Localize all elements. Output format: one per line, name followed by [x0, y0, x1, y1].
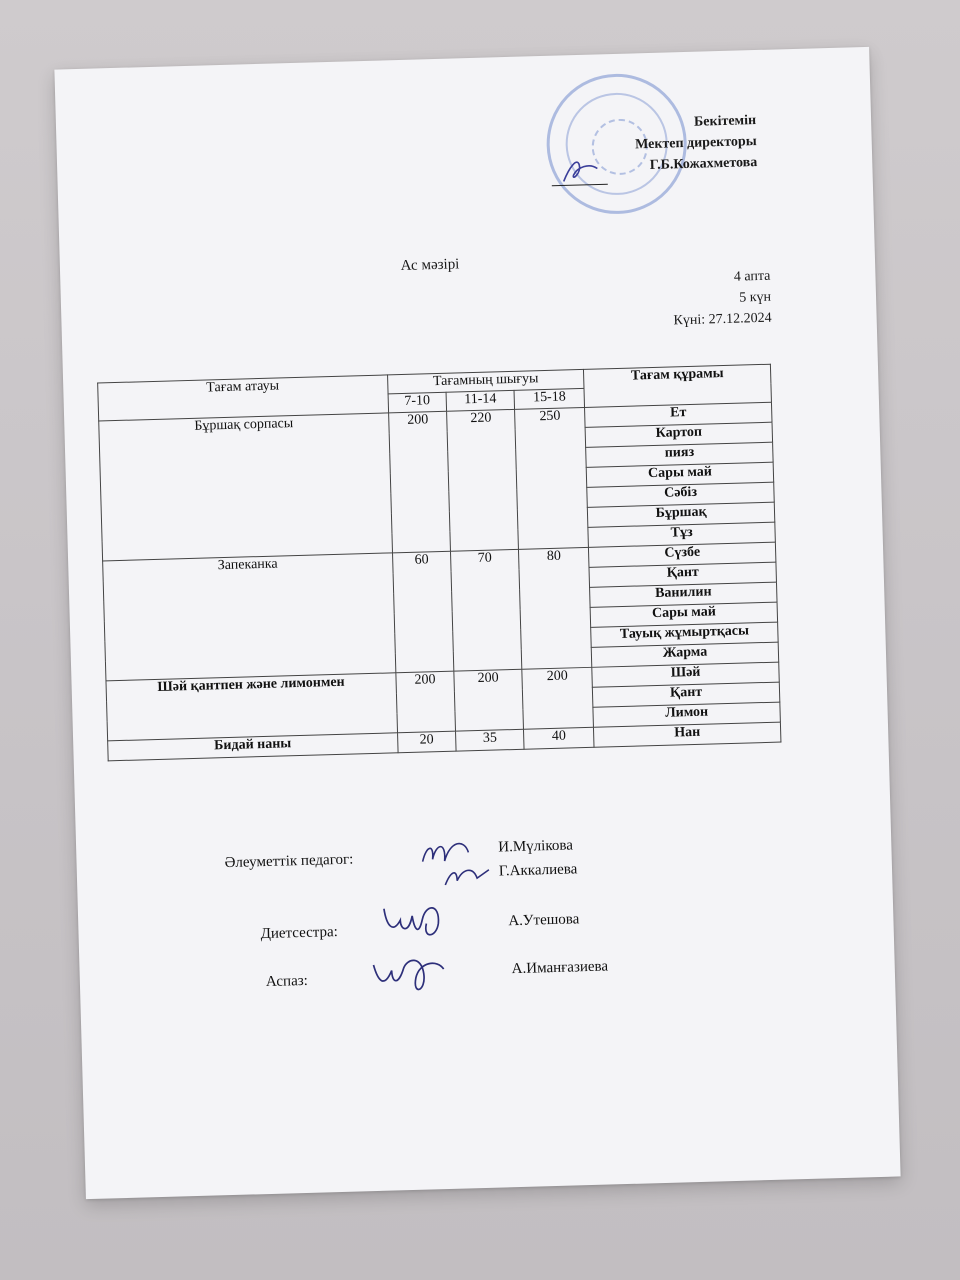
week-label: 4 апта: [733, 268, 771, 285]
dish-amount: 200: [522, 667, 594, 729]
date-label: Күні: 27.12.2024: [673, 310, 772, 329]
dish-amount: 40: [524, 727, 595, 749]
dish-amount: 80: [519, 547, 592, 669]
dish-name: Бидай наны: [108, 733, 398, 761]
header-age-group: 15-18: [514, 388, 585, 409]
ingredient: Қант: [589, 562, 776, 587]
dish-amount: 200: [396, 671, 456, 733]
ingredient: Сары май: [590, 602, 777, 627]
dish-name: Шәй қантпен және лимонмен: [106, 673, 397, 741]
social-pedagogue-signature: [416, 830, 498, 892]
dish-amount: 250: [515, 407, 589, 549]
approval-title: Бекітемін: [693, 113, 757, 130]
approval-position: Мектеп директоры: [634, 134, 757, 153]
ingredient: Қант: [593, 682, 780, 707]
dish-amount: 200: [454, 669, 524, 731]
document-page: [54, 47, 900, 1199]
dish-amount: 220: [447, 409, 519, 551]
ingredient: Сәбіз: [587, 482, 774, 507]
social-pedagogue-name-2: Г.Аккалиева: [498, 861, 578, 880]
menu-meta: [672, 266, 772, 332]
menu-table: [97, 364, 781, 762]
header-dish-name: Тағам атауы: [98, 375, 389, 421]
header-age-group: 7-10: [388, 392, 447, 413]
nurse-name: А.Утешова: [508, 911, 580, 930]
menu-title: Ас мәзірі: [400, 256, 460, 275]
dish-name: Запеканка: [103, 553, 396, 681]
dish-amount: 20: [397, 731, 456, 753]
cook-signature: [365, 939, 457, 1011]
dish-amount: 200: [388, 411, 450, 553]
ingredient: Ванилин: [590, 582, 777, 607]
social-pedagogue-name-1: И.Мүлікова: [498, 837, 574, 856]
ingredient: Шәй: [592, 662, 779, 687]
header-age-group: 11-14: [446, 390, 515, 411]
nurse-label: Диетсестра:: [260, 924, 339, 943]
ingredient: Тұз: [588, 522, 775, 547]
ingredient: Нан: [594, 722, 781, 747]
ingredient: Бұршақ: [588, 502, 775, 527]
dish-amount: 60: [392, 551, 454, 673]
ingredient: Лимон: [593, 702, 780, 727]
header-composition: Тағам құрамы: [584, 364, 772, 407]
dish-amount: 70: [451, 549, 522, 671]
social-pedagogue-label: Әлеуметтік педагог:: [224, 851, 354, 872]
cook-label: Аспаз:: [265, 972, 309, 991]
header-output: Тағамның шығуы: [387, 369, 584, 393]
ingredient: Сүзбе: [589, 542, 776, 567]
ingredient: Сары май: [586, 462, 773, 487]
ingredient: Жарма: [591, 642, 778, 667]
dish-name: Бұршақ сорпасы: [99, 413, 393, 561]
ingredient: пияз: [586, 442, 773, 467]
day-label: 5 күн: [739, 289, 772, 306]
ingredient: Тауық жұмыртқасы: [591, 622, 778, 647]
ingredient: Ет: [585, 402, 772, 427]
cook-name: А.Иманғазиева: [511, 958, 609, 978]
director-signature: [549, 146, 610, 188]
approval-director-name: Г.Б.Кожахметова: [649, 155, 758, 174]
ingredient: Картоп: [585, 422, 772, 447]
dish-amount: 35: [456, 729, 525, 751]
